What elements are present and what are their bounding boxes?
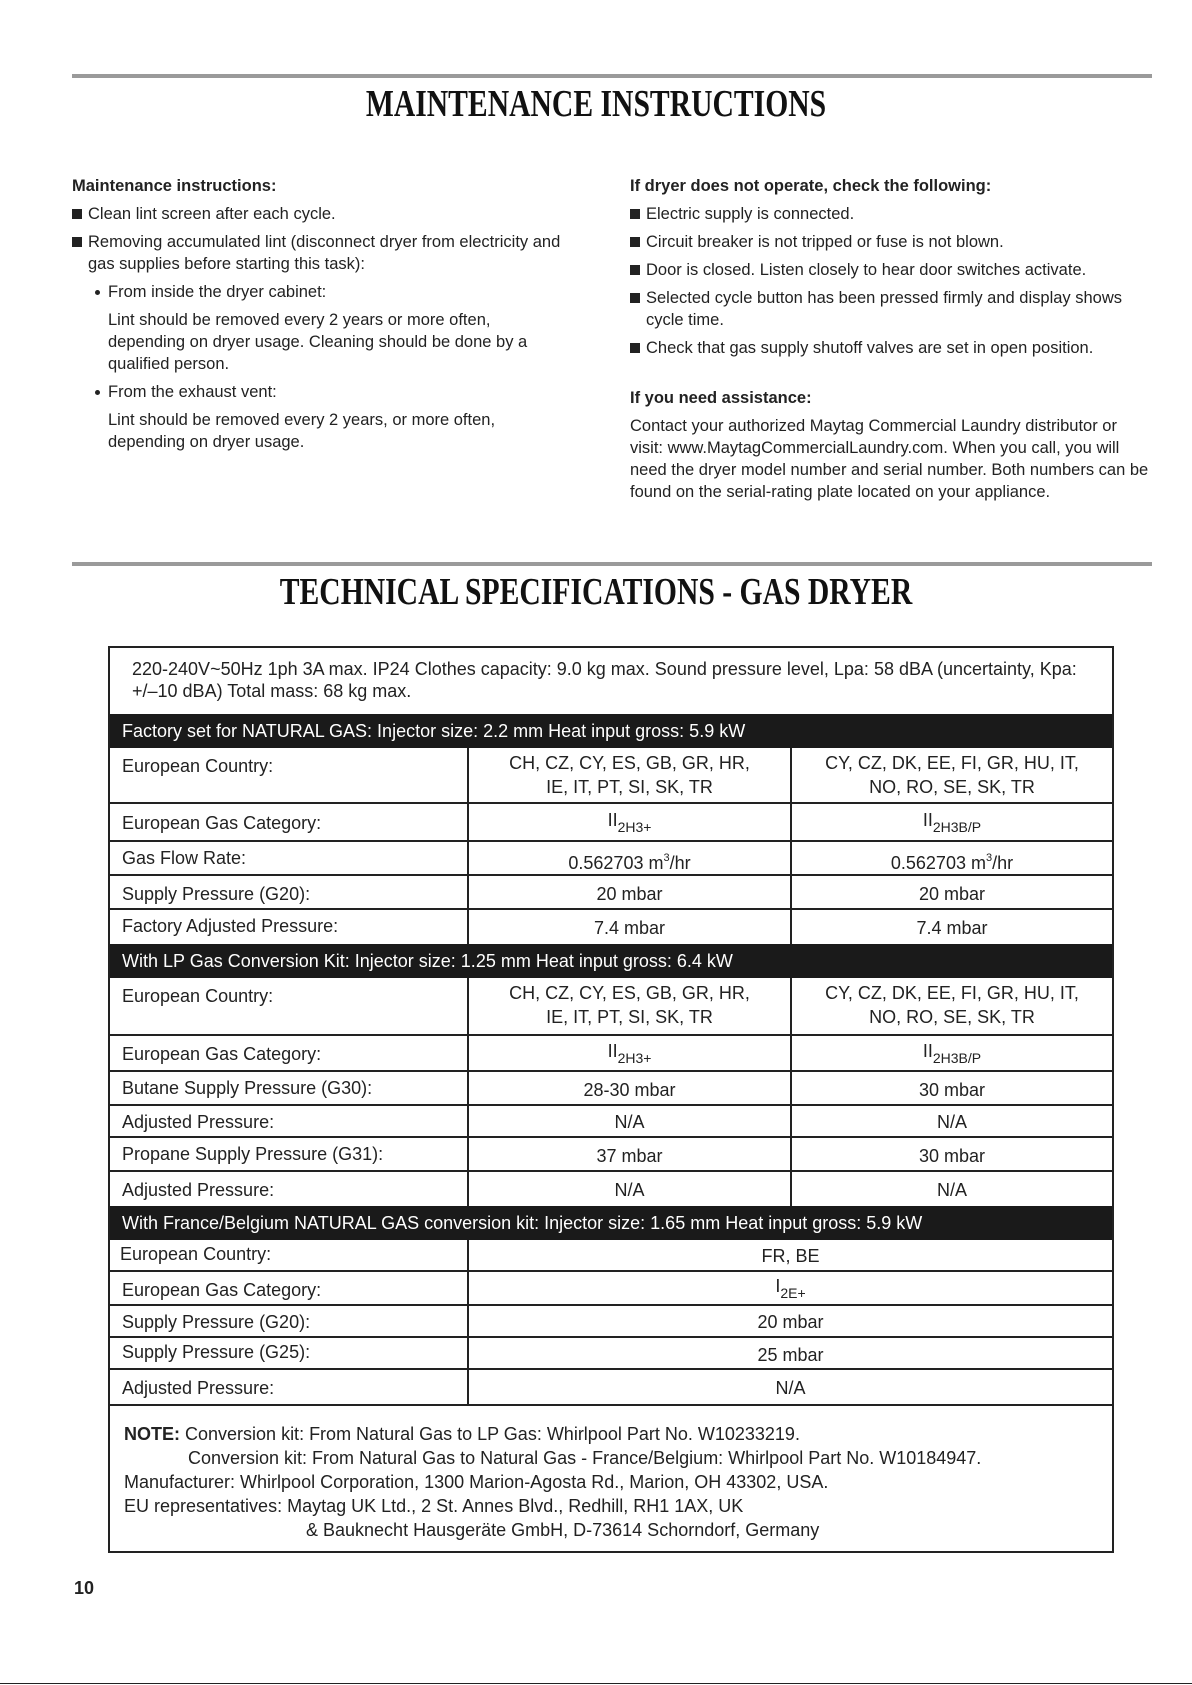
row-value: [792, 748, 1112, 802]
flow-unit: /hr: [992, 853, 1014, 873]
table-row: [110, 1172, 1112, 1206]
maintenance-sub-vent: From the exhaust vent:: [72, 381, 572, 403]
top-rule: [72, 74, 1152, 78]
row-value: N/A: [469, 1172, 792, 1206]
table-row: [110, 1072, 1112, 1106]
maintenance-sub-cabinet: From inside the dryer cabinet:: [72, 281, 572, 303]
row-value: 20 mbar: [918, 884, 986, 904]
row-label: Butane Supply Pressure (G30):: [110, 1072, 469, 1104]
row-label: Adjusted Pressure:: [110, 1370, 469, 1404]
row-label: Supply Pressure (G20):: [110, 876, 469, 908]
note-line: Conversion kit: From Natural Gas to Natural Gas - France/Belgium: Whirlpool Part No. W10184947.: [188, 1448, 982, 1468]
row-value: 7.4 mbar: [916, 918, 988, 938]
band-lp-gas: With LP Gas Conversion Kit: Injector size: 1.25 mm Heat input gross: 6.4 kW: [110, 944, 1112, 978]
category-main: II: [607, 810, 618, 830]
country-line: CH, CZ, CY, ES, GB, GR, HR,: [509, 983, 750, 1003]
row-label: European Country:: [110, 978, 469, 1034]
row-label: European Gas Category:: [110, 1272, 469, 1304]
note-label: NOTE:: [124, 1424, 180, 1444]
row-value: [792, 804, 1112, 840]
row-value: 25 mbar: [757, 1345, 824, 1365]
specs-table: [108, 646, 1114, 1553]
table-row: [110, 804, 1112, 842]
row-value: 28-30 mbar: [469, 1072, 792, 1104]
table-row: [110, 1306, 1112, 1338]
row-label: Adjusted Pressure:: [110, 1106, 469, 1136]
troubleshoot-item: Door is closed. Listen closely to hear door switches activate.: [630, 259, 1150, 281]
flow-exponent: 3: [663, 852, 670, 864]
specs-rule: [72, 562, 1152, 566]
note-line: Conversion kit: From Natural Gas to LP Gas: Whirlpool Part No. W10233219.: [185, 1424, 800, 1444]
flow-exponent: 3: [985, 852, 993, 864]
category-main: II: [607, 1041, 618, 1061]
table-row: [110, 1370, 1112, 1406]
table-row: [110, 1138, 1112, 1172]
category-sub: 2H3+: [617, 1050, 652, 1066]
category-sub: 2H3B/P: [932, 1050, 982, 1066]
maintenance-sub-vent-text: Lint should be removed every 2 years, or more often, depending on dryer usage.: [108, 411, 496, 451]
row-value: 30 mbar: [918, 1080, 986, 1100]
flow-unit: /hr: [669, 853, 691, 873]
maintenance-right-column: [630, 175, 1150, 503]
assistance-text: Contact your authorized Maytag Commercial Laundry distributor or visit: www.MaytagCommercialLaundry.com. When you call, you will need the dryer model number and serial number. Both numbers can be found on the serial-rating plate located on your appliance.: [630, 417, 1149, 501]
row-value: [469, 1036, 792, 1070]
specs-note: [124, 1422, 981, 1542]
troubleshoot-item: Check that gas supply shutoff valves are set in open position.: [630, 337, 1150, 359]
maintenance-left-column: [72, 175, 572, 459]
assistance-heading: If you need assistance:: [630, 389, 812, 407]
category-main: II: [922, 1041, 933, 1061]
row-value: 20 mbar: [757, 1312, 824, 1332]
row-label: Supply Pressure (G20):: [110, 1306, 469, 1336]
row-value: FR, BE: [761, 1246, 820, 1266]
flow-value: 0.562703 m: [568, 853, 664, 873]
troubleshoot-item: Electric supply is connected.: [630, 203, 1150, 225]
row-value: 20 mbar: [469, 876, 792, 908]
row-label: European Country:: [110, 748, 469, 802]
note-line: & Bauknecht Hausgeräte GmbH, D-73614 Schorndorf, Germany: [306, 1520, 820, 1540]
row-value: N/A: [936, 1112, 967, 1132]
maintenance-title: MAINTENANCE INSTRUCTIONS: [365, 83, 827, 125]
band-natural-gas: Factory set for NATURAL GAS: Injector size: 2.2 mm Heat input gross: 5.9 kW: [110, 714, 1112, 748]
country-line: NO, RO, SE, SK, TR: [869, 1007, 1035, 1027]
country-line: CY, CZ, DK, EE, FI, GR, HU, IT,: [825, 753, 1079, 773]
row-label: Supply Pressure (G25):: [110, 1338, 469, 1368]
table-row: [110, 1036, 1112, 1072]
maintenance-item-accumulated-lint: Removing accumulated lint (disconnect dryer from electricity and gas supplies before starting this task):: [72, 231, 572, 275]
row-value: 30 mbar: [918, 1146, 986, 1166]
maintenance-item-lint-screen: Clean lint screen after each cycle.: [72, 203, 572, 225]
row-value: [469, 1272, 1112, 1304]
country-line: IE, IT, PT, SI, SK, TR: [546, 1007, 713, 1027]
table-row: [110, 1240, 1112, 1272]
table-row: [110, 748, 1112, 804]
table-row: [110, 1338, 1112, 1370]
row-value: N/A: [469, 1106, 792, 1136]
page-number: 10: [74, 1578, 95, 1598]
country-line: CY, CZ, DK, EE, FI, GR, HU, IT,: [825, 983, 1079, 1003]
category-sub: 2E+: [780, 1285, 806, 1301]
row-value: [792, 842, 1112, 874]
country-line: NO, RO, SE, SK, TR: [869, 777, 1035, 797]
note-line: Manufacturer: Whirlpool Corporation, 1300 Marion-Agosta Rd., Marion, OH 43302, USA.: [124, 1472, 829, 1492]
row-label: European Country:: [110, 1240, 469, 1270]
category-main: II: [922, 810, 933, 830]
row-value: [792, 1036, 1112, 1070]
troubleshoot-item: Circuit breaker is not tripped or fuse is not blown.: [630, 231, 1150, 253]
row-value: N/A: [775, 1378, 806, 1398]
row-value: N/A: [936, 1180, 967, 1200]
maintenance-heading: Maintenance instructions:: [72, 177, 277, 195]
table-row: [110, 1272, 1112, 1306]
country-line: IE, IT, PT, SI, SK, TR: [546, 777, 713, 797]
troubleshoot-item: Selected cycle button has been pressed firmly and display shows cycle time.: [630, 287, 1150, 331]
table-row: [110, 910, 1112, 944]
maintenance-sub-cabinet-text: Lint should be removed every 2 years or more often, depending on dryer usage. Cleaning should be done by a qualified person.: [108, 311, 528, 373]
row-value: [469, 978, 792, 1034]
row-value: [792, 978, 1112, 1034]
row-label: European Gas Category:: [110, 1036, 469, 1070]
band-france-belgium: With France/Belgium NATURAL GAS conversion kit: Injector size: 1.65 mm Heat input gross: 5.9 kW: [110, 1206, 1112, 1240]
table-row: [110, 876, 1112, 910]
note-line: EU representatives: Maytag UK Ltd., 2 St. Annes Blvd., Redhill, RH1 1AX, UK: [124, 1496, 744, 1516]
table-row: [110, 1106, 1112, 1138]
row-value: [469, 748, 792, 802]
bottom-rule: [0, 1683, 1192, 1684]
row-label: Adjusted Pressure:: [110, 1172, 469, 1206]
row-value: 7.4 mbar: [469, 910, 792, 944]
row-value: [469, 804, 792, 840]
row-value: [469, 842, 792, 874]
row-label: Propane Supply Pressure (G31):: [110, 1138, 469, 1170]
row-label: Gas Flow Rate:: [110, 842, 469, 874]
troubleshoot-heading: If dryer does not operate, check the following:: [630, 177, 992, 195]
flow-value: 0.562703 m: [890, 853, 986, 873]
row-value: 37 mbar: [469, 1138, 792, 1170]
table-row: [110, 842, 1112, 876]
category-sub: 2H3+: [617, 819, 652, 835]
row-label: Factory Adjusted Pressure:: [110, 910, 469, 944]
country-line: CH, CZ, CY, ES, GB, GR, HR,: [509, 753, 750, 773]
specs-title: TECHNICAL SPECIFICATIONS - GAS DRYER: [279, 571, 913, 613]
category-main: I: [775, 1276, 781, 1296]
table-row: [110, 978, 1112, 1036]
category-sub: 2H3B/P: [932, 819, 982, 835]
specs-intro: 220-240V~50Hz 1ph 3A max. IP24 Clothes capacity: 9.0 kg max. Sound pressure level, Lpa: 58 dBA (uncertainty, Kpa: +/–10 dBA) Total mass: 68 kg max.: [132, 659, 1077, 701]
row-label: European Gas Category:: [110, 804, 469, 840]
